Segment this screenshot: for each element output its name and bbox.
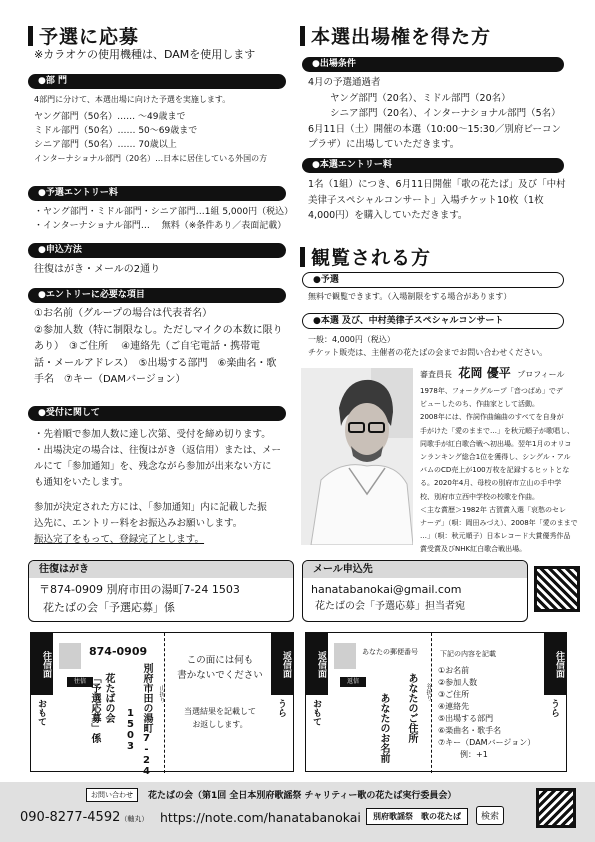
conditions-line: ヤング部門（20名）、ミドル部門（20名） xyxy=(330,92,511,104)
reception-text-2 xyxy=(34,500,302,548)
required-list-item: ③ご住所 xyxy=(438,690,470,699)
qr-code-icon[interactable] xyxy=(534,566,580,612)
left-title: 予選に応募 xyxy=(28,22,139,49)
viewer-title: 観覧される方 xyxy=(300,243,431,270)
room-vertical: 1503 xyxy=(125,708,136,752)
stamp-area xyxy=(59,643,81,669)
zip-label: あなたの郵便番号 xyxy=(362,648,418,656)
required-line: ②参加人数（特に制限なし。ただしマイクの本数に限り xyxy=(34,324,283,336)
dept-vertical: 「予選応募」係 xyxy=(89,673,100,743)
bio-line: ナーデ」（唄：岡田みづえ）、2008年「愛のままで xyxy=(420,519,578,528)
section-conditions-label: ●出場条件 xyxy=(302,57,564,72)
bio-line: る。2020年4月、母校の別府市立山の手中学 xyxy=(420,479,562,488)
required-line: 話・メールアドレス） ⑤出場する部門 ⑥楽曲名・歌 xyxy=(34,357,277,369)
return-tag: 返信 xyxy=(340,677,366,687)
bio-line: ビューしたのち、作曲家として活動。 xyxy=(420,400,539,409)
return-ribbon: 返信面 xyxy=(271,633,293,695)
fold-line xyxy=(431,633,432,773)
judge-bio xyxy=(420,385,580,557)
section-honsen-view-label: ●本選 及び、中村美律子スペシャルコンサート xyxy=(302,313,564,329)
your-name-vertical: あなたのお名前 xyxy=(378,693,389,763)
section-main-entry-label: ●本選エントリー料 xyxy=(302,158,564,173)
phone-note: （軸丸） xyxy=(120,815,149,823)
conditions-line: 4月の予選通過者 xyxy=(308,77,381,88)
main-entry-line: 1名（1組）につき、6月11日開催「歌の花たば」及び「中村 xyxy=(308,179,566,190)
bio-line: 校、別府市立西中学校の校歌を作曲。 xyxy=(420,492,539,501)
mail-address[interactable]: hanatabanokai@gmail.com xyxy=(311,583,462,596)
conditions-text xyxy=(308,75,573,153)
return-sub: うら xyxy=(276,699,286,717)
postcard-recipient: 花たばの会「予選応募」係 xyxy=(43,601,175,614)
conditions-line: プラザ）に出場していただきます。 xyxy=(308,139,460,150)
footer-org: 花たばの会（第1回 全日本別府歌謡祭 チャリティー歌の花たば実行委員会） xyxy=(148,791,457,801)
postcard-right xyxy=(305,632,567,772)
apply-method-text: 往復はがき・メールの2通り xyxy=(34,264,161,275)
blank-note-line: 書かないでください xyxy=(177,670,263,681)
judge-photo xyxy=(301,368,413,545)
bumon-list xyxy=(34,110,296,166)
reception-line: ・先着順で参加人数に達し次第、受付を締め切ります。 xyxy=(34,429,271,440)
fold-line xyxy=(164,633,165,773)
footer-url[interactable]: https://note.com/hanatabanokai xyxy=(160,810,361,825)
bio-line: ンランキング総合1位を獲得し、シングル・アル xyxy=(420,453,571,462)
blank-note-line: この面には何も xyxy=(186,655,254,666)
section-reception-label: ●受付に関して xyxy=(28,406,286,421)
honsen-line: チケット販売は、主催者の花たばの会までお問い合わせください。 xyxy=(308,348,548,357)
reception-line: 込先に、エントリー料をお振込みお願いします。 xyxy=(34,518,243,529)
org-vertical: 花たばの会 xyxy=(103,673,114,723)
mail-box xyxy=(302,560,528,622)
outgoing-ribbon: 往信面 xyxy=(31,633,53,695)
bumon-item: ヤング部門（50名）…… 〜49歳まで xyxy=(34,112,186,122)
bumon-item: シニア部門（50名）…… 70歳以上 xyxy=(34,140,177,150)
return-front-ribbon: 返信面 xyxy=(306,633,328,695)
fold-mark: 谷折り xyxy=(425,683,432,701)
fold-mark: 山折り xyxy=(158,685,165,703)
list-title: 下記の内容を記載 xyxy=(440,650,496,658)
phone-number[interactable]: 090-8277-4592 xyxy=(20,810,121,825)
required-line: あり） ③ご住所 ④連絡先（ご自宅電話・携帯電 xyxy=(34,341,261,352)
required-line: ①お名前（グループの場合は代表者名） xyxy=(34,308,213,319)
section-entry-fee-label: ●予選エントリー料 xyxy=(28,186,286,201)
yosen-view-text: 無料で観覧できます。（入場制限をする場合があります） xyxy=(308,292,512,301)
required-items-text xyxy=(34,306,299,389)
reception-text xyxy=(34,427,302,491)
section-apply-method-label: ●申込方法 xyxy=(28,243,286,258)
footer xyxy=(0,782,595,842)
entry-fee-item: ・ヤング部門・ミドル部門・シニア部門…1組 5,000円（税込） xyxy=(34,207,294,217)
bio-line: …」（唄：秋元順子）日本レコード大賞優秀作品 xyxy=(420,532,571,541)
postcard-address: 〒874-0909 別府市田の湯町7-24 1503 xyxy=(39,583,240,596)
entry-fee-list xyxy=(34,205,299,233)
entry-fee-item: ・インターナショナル部門… 無料（※条件あり／表面記載） xyxy=(34,221,287,231)
required-list-item: ①お名前 xyxy=(438,666,470,675)
required-list-item: ⑦キー（DAMバージョン） xyxy=(438,738,536,747)
outgoing-back-sub: うら xyxy=(549,699,559,717)
qr-code-icon[interactable] xyxy=(536,788,576,828)
required-line: 手名 ⑦キー（DAMバージョン） xyxy=(34,374,186,385)
judge-header xyxy=(420,367,564,381)
outgoing-back-ribbon: 往信面 xyxy=(544,633,566,695)
portrait-image xyxy=(301,368,413,545)
mail-recipient: 花たばの会「予選応募」担当者宛 xyxy=(315,601,465,612)
bio-line: 同歌手が紅白歌合戦へ初出場。翌年1月のオリコ xyxy=(420,439,572,448)
outgoing-tag: 往信 xyxy=(67,677,93,687)
section-required-items-label: ●エントリーに必要な項目 xyxy=(28,288,286,303)
required-list-item: ②参加人数 xyxy=(438,678,478,687)
your-address-vertical: あなたのご住所 xyxy=(406,673,417,743)
result-note-line: 当選結果を記載して xyxy=(184,707,256,716)
required-list-item: ④連絡先 xyxy=(438,702,470,711)
judge-name: 花岡 優平 xyxy=(458,366,511,380)
address-vertical: 別府市田の湯町7-24 xyxy=(141,663,152,777)
bumon-item: ミドル部門（50名）…… 50〜69歳まで xyxy=(34,126,198,136)
honsen-line: 一般：4,000円（税込） xyxy=(308,335,395,344)
bio-line: 賞受賞及びNHK紅白歌合戦出場。 xyxy=(420,545,527,554)
example-text: 例：+1 xyxy=(460,750,488,759)
bio-line: ＜主な賞歴＞1982年 古賀賞入選「哀愁のセレ xyxy=(420,505,567,514)
reception-line: 振込完了をもって、登録完了とします。 xyxy=(34,534,205,545)
zip-code: 874-0909 xyxy=(89,645,148,658)
postcard-box xyxy=(28,560,294,622)
stamp-area xyxy=(334,643,356,669)
honsen-view-text xyxy=(308,333,578,359)
main-entry-line: 4,000円）を購入していただきます。 xyxy=(308,210,468,221)
conditions-line: 6月11日（土）開催の本選（10:00〜15:30／別府ビーコン xyxy=(308,123,562,135)
karaoke-note: ※カラオケの使用機種は、DAMを使用します xyxy=(34,48,256,61)
bio-line: バムのCD売上が100万枚を記録するヒットとな xyxy=(420,466,570,475)
section-bumon-label: ●部 門 xyxy=(28,74,286,89)
blank-note xyxy=(171,653,269,683)
section-yosen-view-label: ●予選 xyxy=(302,272,564,288)
mail-box-label: メール申込先 xyxy=(303,561,527,578)
reception-line: も通知をいたします。 xyxy=(34,477,129,488)
result-note-line: お返しします。 xyxy=(192,720,248,729)
bio-line: 1978年、フォークグループ「音つばめ」でデ xyxy=(420,387,563,395)
main-entry-text xyxy=(308,177,573,224)
required-list-item: ⑤出場する部門 xyxy=(438,714,494,723)
result-note xyxy=(171,705,269,731)
judge-role: 審査員長 xyxy=(420,370,452,379)
required-list-item: ⑥楽曲名・歌手名 xyxy=(438,726,502,735)
postcard-box-label: 往復はがき xyxy=(29,561,293,578)
main-entry-line: 美律子スペシャルコンサート」入場チケット10枚（1枚 xyxy=(308,194,544,206)
search-button[interactable]: 検索 xyxy=(476,806,504,825)
reception-line: ・出場決定の場合は、往復はがき（返信用）または、メー xyxy=(34,445,282,456)
required-list xyxy=(438,665,535,761)
contact-label: お問い合わせ xyxy=(86,788,138,802)
search-term-box: 別府歌謡祭 歌の花たば xyxy=(366,808,468,825)
footer-phone xyxy=(20,810,148,825)
right-title: 本選出場権を得た方 xyxy=(300,22,491,49)
bio-line: 手がけた「愛のままで…」を秋元順子が歌唱し、 xyxy=(420,426,574,435)
conditions-line: シニア部門（20名）、インターナショナル部門（5名） xyxy=(330,108,561,119)
bio-line: 2008年には、作詞作曲編曲のすべてを自身が xyxy=(420,413,564,422)
reception-line: ルにて「参加通知」を、残念ながら参加が出来ない方に xyxy=(34,461,272,472)
outgoing-sub: おもて xyxy=(36,699,46,726)
postcard-left xyxy=(30,632,294,777)
judge-profile-label: プロフィール xyxy=(517,370,565,379)
bumon-intro: 4部門に分けて、本選出場に向けた予選を実施します。 xyxy=(34,95,231,104)
bumon-item: インターナショナル部門（20名）…日本に居住している外国の方 xyxy=(34,154,268,163)
return-front-sub: おもて xyxy=(311,699,321,726)
reception-line: 参加が決定された方には、「参加通知」内に記載した振 xyxy=(34,502,267,513)
